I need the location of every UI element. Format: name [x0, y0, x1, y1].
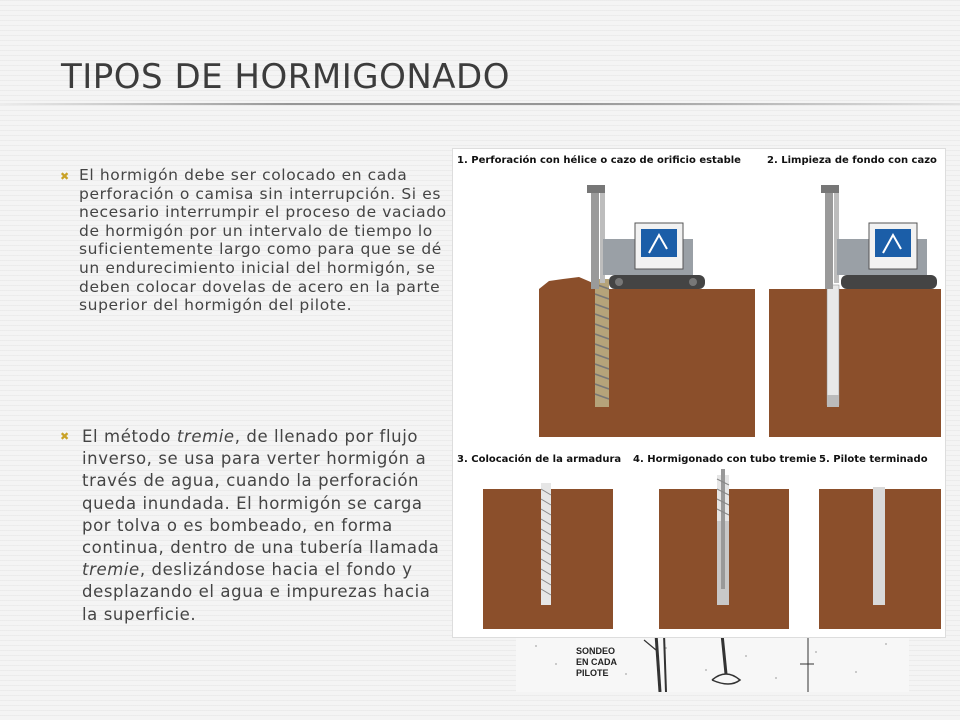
- sondeo-label: SONDEO EN CADA PILOTE: [576, 646, 618, 678]
- tremie-term: tremie: [176, 427, 235, 446]
- tremie-term: tremie: [82, 560, 140, 580]
- bullet-text-1: El hormigón debe ser colocado en cada perforación o camisa sin interrupción. Si es necesario interrumpir el proceso de vaciado de hormigón por un intervalo de tiempo lo suficientemente largo como para que se dé un endurecimiento inicial del hormigón, se deben colocar dovelas de acero en la parte superior del hormigón del pilote.: [79, 166, 447, 315]
- panel-5: [819, 487, 941, 629]
- title-divider: [0, 103, 960, 105]
- caption-2: 2. Limpieza de fondo con cazo: [767, 155, 937, 166]
- caption-5: 5. Pilote terminado: [819, 454, 928, 465]
- bullet-text-2: El método tremie, de llenado por flujo inverso, se usa para verter hormigón a través de agua, cuando la perforación queda inundada. El hormigón se carga por tolva o es bombeado, en forma continua, dentro de una tubería llamada tremie, deslizándose hacia el fondo y desplazando el agua e impurezas hacia la superficie.: [82, 427, 440, 624]
- caption-3: 3. Colocación de la armadura: [457, 454, 622, 465]
- slide-title: TIPOS DE HORMIGONADO: [61, 57, 510, 97]
- bullet-marker-icon: ✖: [60, 170, 70, 183]
- construction-diagram: [452, 148, 946, 638]
- panel-4: [659, 469, 789, 629]
- caption-4: 4. Hormigonado con tubo tremie: [633, 454, 817, 465]
- panel-3: [483, 483, 613, 629]
- caption-1: 1. Perforación con hélice o cazo de orificio estable: [457, 155, 741, 166]
- lower-diagram: [516, 634, 909, 692]
- bullet-marker-icon: ✖: [60, 430, 70, 443]
